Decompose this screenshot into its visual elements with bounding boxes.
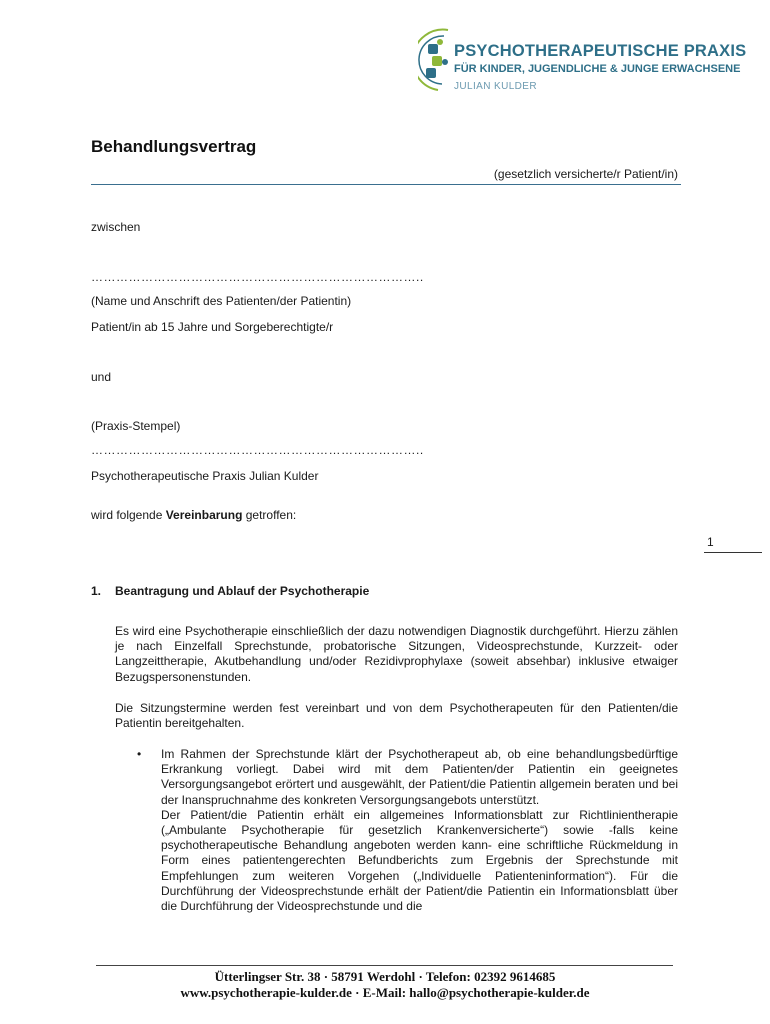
patient-dotted-line: …………………………………………………………………….. [91, 270, 424, 284]
practice-name: Psychotherapeutische Praxis Julian Kulder [91, 469, 319, 483]
logo-subtitle: FÜR KINDER, JUGENDLICHE & JUNGE ERWACHSENE [454, 63, 741, 75]
stamp-label: (Praxis-Stempel) [91, 419, 181, 433]
section-paragraph-2: Die Sitzungstermine werden fest vereinbart und von dem Psychotherapeuten für den Patienten/die Patientin bereitgehalten. [115, 701, 678, 731]
bullet-paragraph-1: Im Rahmen der Sprechstunde klärt der Psychotherapeut ab, ob eine behandlungsbedürftige Erkrankung vorliegt. Dabei wird mit dem Patienten/der Patientin ein geeignetes Versorgungsangebot erörtert und ausgewählt, der Patient/die Patientin allgemein beraten und bei der Inanspruchnahme des konkreten Versorgungsangebots unterstützt. [161, 747, 678, 807]
between-text: zwischen [91, 220, 141, 234]
page-subtitle: (gesetzlich versicherte/r Patient/in) [493, 167, 678, 181]
patient-note: Patient/in ab 15 Jahre und Sorgeberechtigte/r [91, 320, 334, 334]
stamp-dotted-line: …………………………………………………………………….. [91, 443, 424, 457]
agreement-sentence: wird folgende Vereinbarung getroffen: [91, 508, 297, 522]
logo-title: PSYCHOTHERAPEUTISCHE PRAXIS [454, 42, 747, 60]
title-divider [91, 184, 681, 185]
page-title: Behandlungsvertrag [91, 137, 257, 156]
bullet-item [161, 747, 678, 914]
footer [0, 969, 770, 1001]
page-number-rule [704, 552, 762, 553]
footer-divider [96, 965, 673, 966]
patient-label: (Name und Anschrift des Patienten/der Patientin) [91, 294, 352, 308]
section-paragraph-1: Es wird eine Psychotherapie einschließlich der dazu notwendigen Diagnostik durchgeführt. Hierzu zählen je nach Einzelfall Sprechstunde, probatorische Sitzungen, Videosprechstunde, Kurzzeit- oder Langzeittherapie, Akutbehandlung und/oder Rezidivprophylaxe (soweit absehbar) inklusive etwaiger Bezugspersonenstunden. [115, 624, 678, 684]
footer-address: Ütterlingser Str. 38 · 58791 Werdohl · Telefon: 02392 9614685 [214, 969, 556, 984]
footer-contact: www.psychotherapie-kulder.de · E-Mail: hallo@psychotherapie-kulder.de [180, 985, 590, 1000]
bullet-paragraph-2: Der Patient/die Patientin erhält ein allgemeines Informationsblatt zur Richtlinientherapie („Ambulante Psychotherapie für gesetzlich Krankenversicherte“) sowie -falls keine psychotherapeutische Behandlung angeboten werden kann- eine schriftliche Rückmeldung in Form eines patientengerechten Befundberichts zum Ergebnis der Sprechstunde mit Empfehlungen zum weiteren Vorgehen („Individuelle Patienteninformation“). Für die Durchführung der Videosprechstunde erhält der Patient/die Patientin ein Informationsblatt über die Durchführung der Videosprechstunde und die [161, 807, 678, 914]
logo-name: JULIAN KULDER [454, 81, 537, 92]
section-heading: 1. Beantragung und Ablauf der Psychotherapie [91, 584, 370, 598]
page-number: 1 [707, 535, 714, 549]
practice-logo [418, 22, 748, 98]
bullet-icon: • [137, 747, 142, 761]
puzzle-logo-icon [418, 22, 454, 98]
and-text: und [91, 370, 112, 384]
